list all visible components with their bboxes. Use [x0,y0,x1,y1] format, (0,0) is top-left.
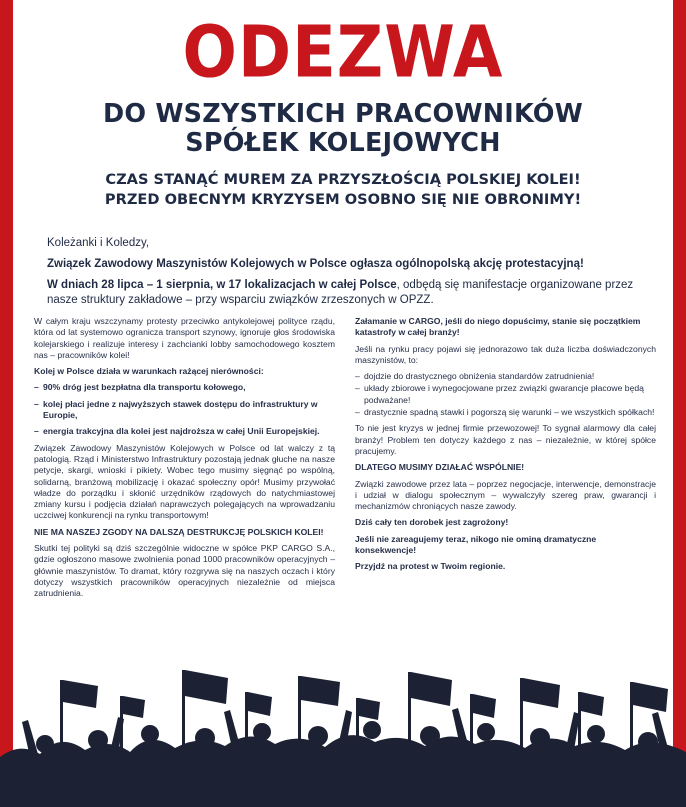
left-paragraph-3: Skutki tej polityki są dziś szczególnie widoczne w spółce PKP CARGO S.A., gdzie ogłoszono masowe zwolnienia ponad 1000 pracowników operacyjnych – głównie maszynistów. To dramat, który rozgrywa się na naszych oczach i który dotyczy wszystkich pracowników operacyjnych niezależnie od miejsca zatrudnienia. [34,543,335,599]
left-column [34,316,335,605]
subtitle-line-2: SPÓŁEK KOLEJOWYCH [185,128,501,158]
left-paragraph-1: W całym kraju wszczynamy protesty przeciwko antykolejowej polityce rządu, która od lat systemowo ogranicza transport szynowy, ignoruje głos środowiska kolejarskiego i realizuje interesy i zachcianki lobby samochodowego kosztem nas – pracowników kolei! [34,316,335,360]
announcement: Związek Zawodowy Maszynistów Kolejowych w Polsce ogłasza ogólnopolską akcję protestacyjną! [47,258,584,270]
inequality-list [34,382,335,437]
crowd-silhouette [0,670,686,807]
inequality-heading: Kolej w Polsce działa w warunkach rażącej nierówności: [34,366,264,377]
slogan [13,170,673,210]
dates-rest: , odbędą się manifestacje organizowane przez nasze struktury zakładowe – przy wsparciu związków zrzeszonych w OPZZ. [47,279,634,306]
list-item: – 90% dróg jest bezpłatna dla transportu kołowego, [34,382,246,393]
list-item: – kolej płaci jedne z najwyższych stawek dostępu do infrastruktury w Europie, [34,398,318,421]
list-item: – dojdzie do drastycznego obniżenia standardów zatrudnienia! [355,371,595,382]
threat-statement: Dziś cały ten dorobek jest zagrożony! [355,517,509,528]
list-item: – drastycznie spadną stawki i pogorszą się warunki – we wszystkich spółkach! [355,407,655,418]
left-paragraph-2: Związek Zawodowy Maszynistów Kolejowych w Polsce od lat walczy z tą patologią. Rząd i Ministerstwo Infrastruktury pozostają jednak głuche na nasze petycje, skargi, wnioski i pikiety. Wobec tego musimy sięgnąć po wspólną, solidarną, branżową mobilizację i okazać społeczny opór! Musimy przywołać władze do porządku i skłonić urzędników rządowych do natychmiastowej zmiany kursu i podjęcia działań naprawczych polegających na wprowadzaniu uczciwej konkurencji na rynku transportowym! [34,442,335,521]
subtitle-line-1: DO WSZYSTKICH PRACOWNIKÓW [103,99,583,129]
intro-section [47,236,643,308]
right-paragraph-3: Związki zawodowe przez lata – poprzez negocjacje, interwencje, demonstracje i udział w dialogu społecznym – wywalczyły szereg praw, gwarancji i mechanizmów chroniących nasze zawody. [355,478,656,512]
dates-bold: W dniach 28 lipca – 1 sierpnia, w 17 lokalizacjach w całej Polsce [47,279,397,291]
consequences-list [355,371,656,418]
subtitle [13,100,673,158]
page-title: ODEZWA [182,11,504,95]
cargo-heading: Załamanie w CARGO, jeśli do niego dopuścimy, stanie się początkiem katastrofy w całej branży! [355,316,641,338]
together-heading: DLATEGO MUSIMY DZIAŁAĆ WSPÓLNIE! [355,462,525,473]
call-to-action: Przyjdź na protest w Twoim regionie. [355,561,506,572]
right-paragraph-1: Jeśli na rynku pracy pojawi się jednorazowo tak duża liczba doświadczonych maszynistów, to: [355,343,656,365]
slogan-line-2: PRZED OBECNYM KRYZYSEM OSOBNO SIĘ NIE OBRONIMY! [104,191,582,208]
warning-statement: Jeśli nie zareagujemy teraz, nikogo nie ominą dramatyczne konsekwencje! [355,533,597,556]
list-item: – energia trakcyjna dla kolei jest najdroższa w całej Unii Europejskiej. [34,426,320,437]
greeting: Koleżanki i Koledzy, [47,237,150,249]
right-column [355,316,656,605]
slogan-line-1: CZAS STANĄĆ MUREM ZA PRZYSZŁOŚCIĄ POLSKIEJ KOLEI! [105,171,581,188]
right-paragraph-2: To nie jest kryzys w jednej firmie przewozowej! To sygnał alarmowy dla całej branży! Problem ten dotyczy każdego z nas – niezależnie, w której spółce pracujemy. [355,423,656,456]
dates-paragraph [47,278,643,308]
list-item: – układy zbiorowe i wynegocjowane przez związki gwarancje płacowe będą podważane! [355,383,644,405]
no-consent-heading: NIE MA NASZEJ ZGODY NA DALSZĄ DESTRUKCJĘ POLSKICH KOLEI! [34,526,324,537]
body-columns [34,316,656,605]
protest-crowd-silhouette-icon [0,662,686,807]
